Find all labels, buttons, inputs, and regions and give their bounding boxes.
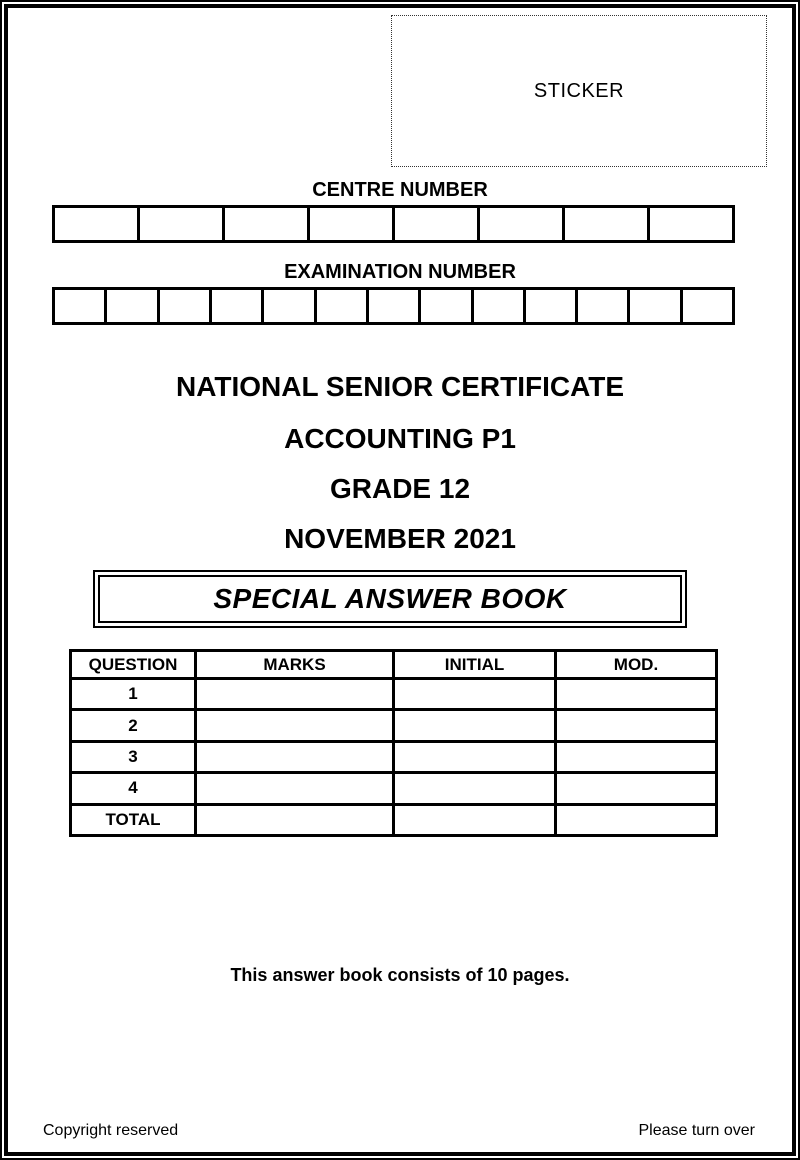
sticker-box bbox=[391, 15, 767, 167]
question-label-cell: TOTAL bbox=[71, 804, 196, 835]
marks-entry-cell[interactable] bbox=[556, 710, 717, 741]
number-cell[interactable] bbox=[523, 290, 575, 322]
examination-number-grid bbox=[52, 287, 735, 325]
marks-table-header-cell: QUESTION bbox=[71, 651, 196, 679]
number-cell[interactable] bbox=[307, 208, 392, 240]
number-cell[interactable] bbox=[222, 208, 307, 240]
marks-entry-cell[interactable] bbox=[394, 741, 556, 772]
answer-book-banner-text: SPECIAL ANSWER BOOK bbox=[98, 575, 682, 623]
number-cell[interactable] bbox=[392, 208, 477, 240]
marks-entry-cell[interactable] bbox=[556, 773, 717, 804]
marks-table-row bbox=[71, 804, 717, 835]
page-footer bbox=[43, 1122, 755, 1140]
marks-table-header-cell: INITIAL bbox=[394, 651, 556, 679]
number-cell[interactable] bbox=[261, 290, 313, 322]
marks-table bbox=[69, 649, 718, 837]
marks-entry-cell[interactable] bbox=[196, 773, 394, 804]
examination-number-label: EXAMINATION NUMBER bbox=[284, 261, 516, 283]
number-cell[interactable] bbox=[647, 208, 732, 240]
marks-table-header-cell: MOD. bbox=[556, 651, 717, 679]
copyright-text: Copyright reserved bbox=[43, 1122, 179, 1139]
number-cell[interactable] bbox=[477, 208, 562, 240]
sticker-label: STICKER bbox=[533, 79, 625, 102]
grade-title: GRADE 12 bbox=[329, 473, 471, 504]
marks-entry-cell[interactable] bbox=[394, 710, 556, 741]
number-cell[interactable] bbox=[562, 208, 647, 240]
marks-entry-cell[interactable] bbox=[556, 679, 717, 710]
marks-entry-cell[interactable] bbox=[196, 804, 394, 835]
number-cell[interactable] bbox=[137, 208, 222, 240]
number-cell[interactable] bbox=[55, 208, 137, 240]
marks-entry-cell[interactable] bbox=[556, 741, 717, 772]
certificate-title: NATIONAL SENIOR CERTIFICATE bbox=[176, 371, 624, 402]
marks-table-row bbox=[71, 710, 717, 741]
marks-table-body bbox=[71, 679, 717, 836]
marks-table-header-cell: MARKS bbox=[196, 651, 394, 679]
marks-entry-cell[interactable] bbox=[556, 804, 717, 835]
number-cell[interactable] bbox=[157, 290, 209, 322]
number-cell[interactable] bbox=[575, 290, 627, 322]
number-cell[interactable] bbox=[627, 290, 679, 322]
question-label-cell: 1 bbox=[71, 679, 196, 710]
marks-entry-cell[interactable] bbox=[394, 804, 556, 835]
number-cell[interactable] bbox=[418, 290, 470, 322]
centre-number-grid bbox=[52, 205, 735, 243]
session-title: NOVEMBER 2021 bbox=[284, 523, 516, 554]
question-label-cell: 2 bbox=[71, 710, 196, 741]
marks-table-row bbox=[71, 679, 717, 710]
number-cell[interactable] bbox=[314, 290, 366, 322]
answer-book-banner bbox=[93, 570, 687, 628]
turn-over-text: Please turn over bbox=[638, 1122, 755, 1139]
number-cell[interactable] bbox=[680, 290, 732, 322]
page-border-frame bbox=[4, 4, 796, 1156]
number-cell[interactable] bbox=[471, 290, 523, 322]
pages-note: This answer book consists of 10 pages. bbox=[230, 965, 570, 985]
number-cell[interactable] bbox=[55, 290, 104, 322]
centre-number-label: CENTRE NUMBER bbox=[312, 179, 488, 201]
marks-table-header bbox=[71, 651, 717, 679]
number-cell[interactable] bbox=[209, 290, 261, 322]
marks-entry-cell[interactable] bbox=[394, 773, 556, 804]
number-cell[interactable] bbox=[104, 290, 156, 322]
marks-table-row bbox=[71, 741, 717, 772]
question-label-cell: 4 bbox=[71, 773, 196, 804]
subject-title: ACCOUNTING P1 bbox=[284, 423, 516, 454]
question-label-cell: 3 bbox=[71, 741, 196, 772]
number-cell[interactable] bbox=[366, 290, 418, 322]
marks-table-row bbox=[71, 773, 717, 804]
marks-entry-cell[interactable] bbox=[196, 741, 394, 772]
marks-entry-cell[interactable] bbox=[196, 679, 394, 710]
marks-entry-cell[interactable] bbox=[394, 679, 556, 710]
marks-entry-cell[interactable] bbox=[196, 710, 394, 741]
